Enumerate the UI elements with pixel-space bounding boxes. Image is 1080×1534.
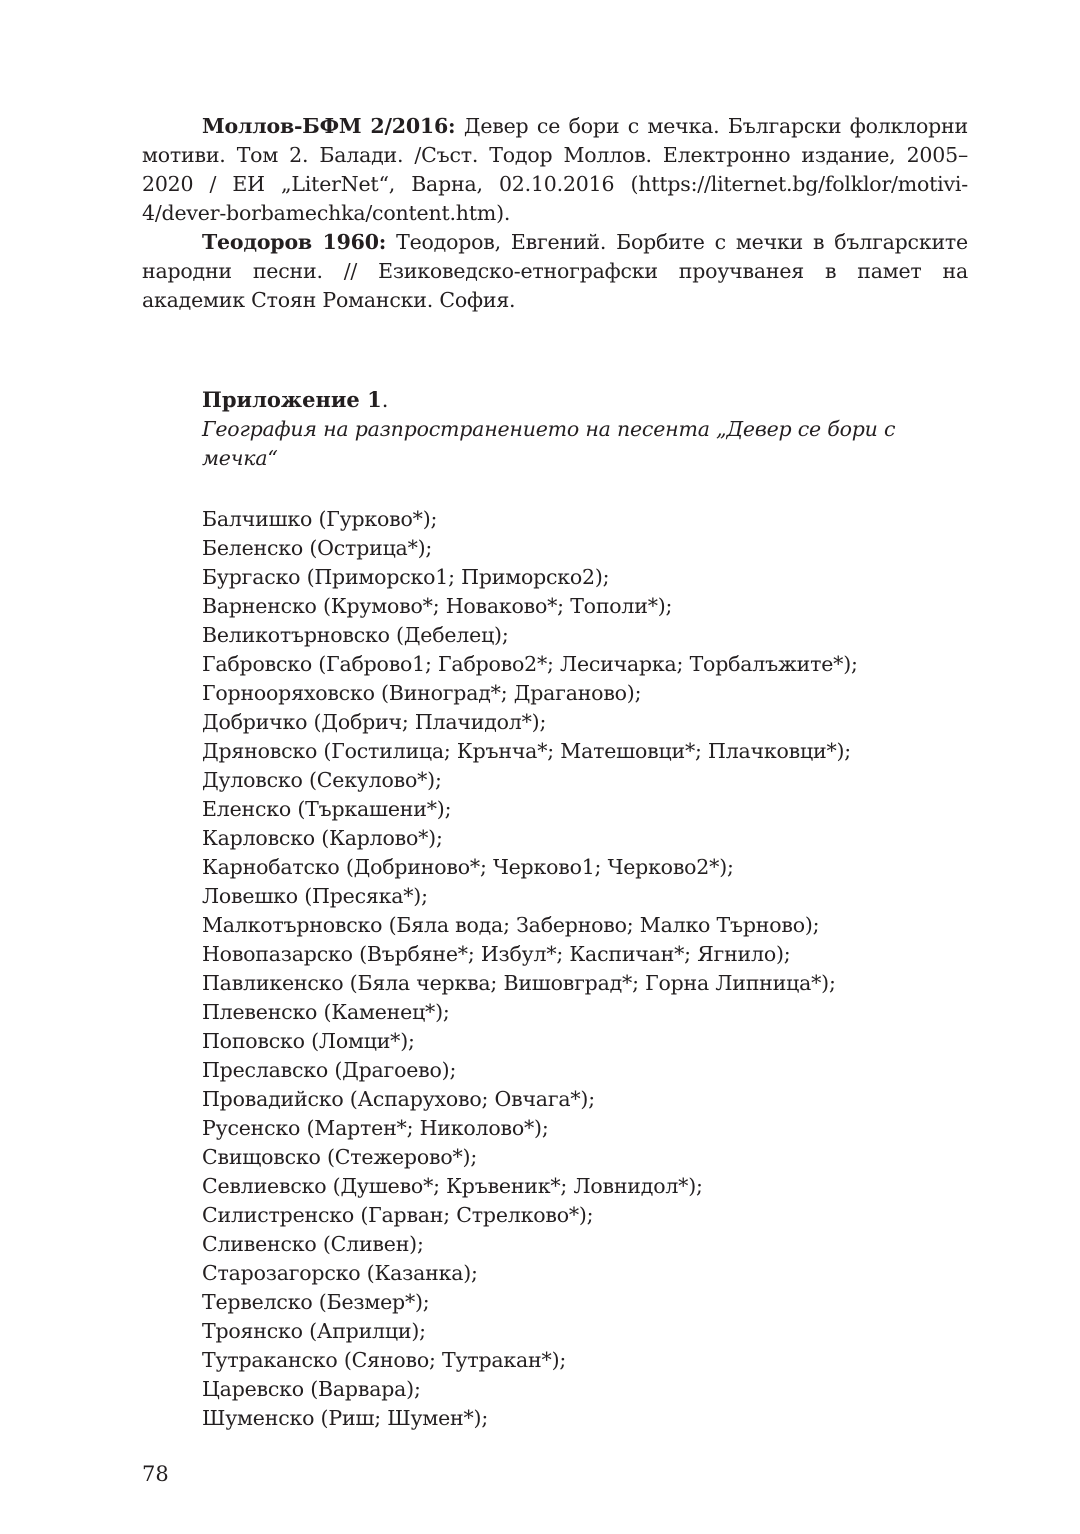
list-item: Бургаско (Приморско1; Приморско2); — [202, 565, 610, 589]
list-item: Дуловско (Секулово*); — [202, 768, 442, 792]
list-item: Поповско (Ломци*); — [202, 1029, 415, 1053]
reference-key: Теодоров 1960: — [202, 230, 387, 254]
list-item: Плевенско (Каменец*); — [202, 1000, 450, 1024]
list-item: Шуменско (Риш; Шумен*); — [202, 1406, 489, 1430]
list-item: Беленско (Острица*); — [202, 536, 433, 560]
list-item: Тервелско (Безмер*); — [202, 1290, 430, 1314]
reference-text: Теодоров, Евгений. Борбите с мечки в българските народни песни. // Езиковедско-етнографски проучванея в памет на академик Стоян Романски. София. — [142, 230, 968, 312]
list-item: Преславско (Драгоево); — [202, 1058, 457, 1082]
list-item: Старозагорско (Казанка); — [202, 1261, 478, 1285]
list-item: Русенско (Мартен*; Николово*); — [202, 1116, 549, 1140]
reference-text: Девер се бори с мечка. Български фолклорни мотиви. Том 2. Балади. /Съст. Тодор Моллов. Електронно издание, 2005–2020 / ЕИ „LiterNet“, Варна, 02.10.2016 (https://liternet.bg/folklor/motivi-4/dever-borbamechka/content.htm). — [142, 114, 968, 225]
appendix-title-suffix: . — [381, 388, 389, 412]
list-item: Троянско (Априлци); — [202, 1319, 426, 1343]
page-content — [142, 112, 968, 1433]
list-item: Сливенско (Сливен); — [202, 1232, 424, 1256]
list-item: Габровско (Габрово1; Габрово2*; Лесичарка; Торбалъжите*); — [202, 652, 858, 676]
list-item: Карнобатско (Добриново*; Черково1; Черково2*); — [202, 855, 734, 879]
reference-key: Моллов-БФМ 2/2016: — [202, 114, 456, 138]
list-item: Свищовско (Стежерово*); — [202, 1145, 478, 1169]
list-item: Дряновско (Гостилица; Крънча*; Матешовци*; Плачковци*); — [202, 739, 851, 763]
list-item: Горнооряховско (Виноград*; Драганово); — [202, 681, 642, 705]
list-item: Великотърновско (Дебелец); — [202, 623, 509, 647]
list-item: Тутраканско (Сяново; Тутракан*); — [202, 1348, 567, 1372]
list-item: Силистренско (Гарван; Стрелково*); — [202, 1203, 594, 1227]
list-item: Севлиевско (Душево*; Кръвеник*; Ловнидол*); — [202, 1174, 703, 1198]
reference-entry — [142, 228, 968, 315]
list-item: Провадийско (Аспарухово; Овчага*); — [202, 1087, 595, 1111]
list-item: Балчишко (Гурково*); — [202, 507, 438, 531]
list-item: Павликенско (Бяла черква; Вишовград*; Горна Липница*); — [202, 971, 836, 995]
places-list — [202, 505, 968, 1433]
list-item: Царевско (Варвара); — [202, 1377, 421, 1401]
list-item: Варненско (Крумово*; Новаково*; Тополи*); — [202, 594, 673, 618]
list-item: Малкотърновско (Бяла вода; Заберново; Малко Търново); — [202, 913, 820, 937]
appendix-subtitle: География на разпространението на песента „Девер се бори с мечка“ — [202, 417, 896, 470]
list-item: Еленско (Търкашени*); — [202, 797, 452, 821]
page-number: 78 — [142, 1462, 169, 1486]
list-item: Добричко (Добрич; Плачидол*); — [202, 710, 547, 734]
appendix-title — [202, 385, 968, 415]
list-item: Ловешко (Пресяка*); — [202, 884, 428, 908]
list-item: Новопазарско (Върбяне*; Избул*; Каспичан*; Ягнило); — [202, 942, 791, 966]
appendix-section — [142, 385, 968, 1433]
list-item: Карловско (Карлово*); — [202, 826, 443, 850]
reference-entry — [142, 112, 968, 228]
appendix-title-text: Приложение 1 — [202, 387, 382, 412]
